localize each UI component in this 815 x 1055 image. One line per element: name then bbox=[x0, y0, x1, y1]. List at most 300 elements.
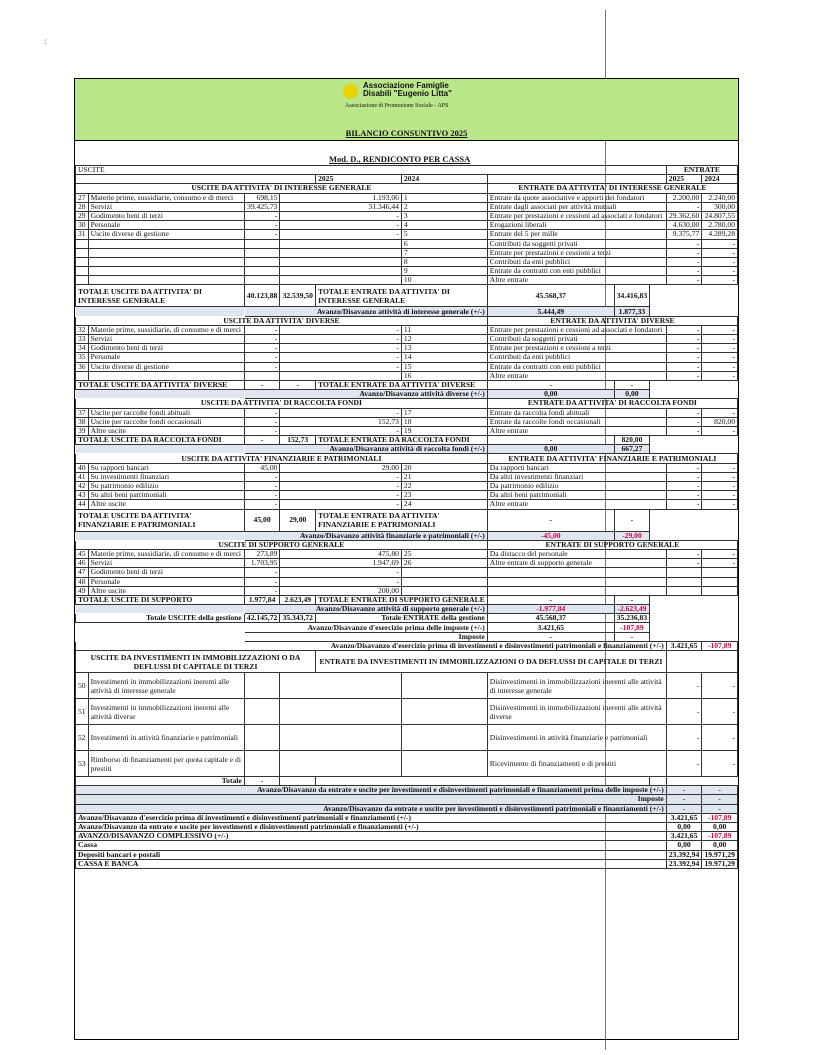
table-cell: - bbox=[666, 371, 702, 380]
table-cell: - bbox=[614, 595, 649, 604]
table-cell: 39 bbox=[76, 426, 89, 435]
table-row bbox=[76, 472, 738, 481]
table-cell bbox=[244, 257, 280, 266]
table-cell bbox=[401, 725, 487, 751]
table-cell bbox=[244, 673, 280, 699]
table-cell: - bbox=[702, 408, 738, 417]
table-cell: 32 bbox=[76, 325, 89, 334]
table-cell: 27 bbox=[76, 193, 89, 202]
table-row bbox=[76, 436, 738, 445]
table-row bbox=[76, 751, 738, 777]
table-cell: - bbox=[280, 472, 402, 481]
table-cell: - bbox=[702, 276, 738, 285]
table-row bbox=[76, 491, 738, 500]
table-cell: -45,00 bbox=[487, 531, 614, 540]
table-cell: Totale USCITE della gestione bbox=[76, 614, 245, 623]
table-cell: USCITE DA ATTIVITA' DIVERSE bbox=[76, 316, 488, 325]
table-row bbox=[76, 463, 738, 472]
table-cell: 45,00 bbox=[244, 463, 280, 472]
table-cell: Servizi bbox=[88, 202, 244, 211]
table-cell: 51 bbox=[76, 699, 89, 725]
table-cell: - bbox=[280, 491, 402, 500]
table-cell: ENTRATE DA ATTIVITA' DI INTERESSE GENERALE bbox=[487, 184, 737, 193]
table-cell: Avanzo/Disavanzo da entrate e uscite per investimenti e disinvestimenti patrimoniali e finanziamenti prima delle imposte (+/-) bbox=[76, 786, 667, 795]
table-cell: - bbox=[666, 500, 702, 509]
table-cell: - bbox=[666, 673, 702, 699]
table-cell: Altre entrate bbox=[487, 276, 666, 285]
table-cell: Avanzo/Disavanzo da entrate e uscite per investimenti e disinvestimenti patrimoniali e finanziamenti (+/-) bbox=[76, 822, 667, 831]
table-cell: - bbox=[666, 239, 702, 248]
table-row bbox=[76, 641, 738, 650]
table-cell: - bbox=[702, 257, 738, 266]
table-cell: USCITE DI SUPPORTO GENERALE bbox=[76, 540, 488, 549]
table-cell: Entrate del 5 per mille bbox=[487, 230, 666, 239]
table-cell: 49 bbox=[76, 586, 89, 595]
table-cell: - bbox=[614, 509, 649, 531]
table-cell: - bbox=[244, 586, 280, 595]
table-cell: 2.623,49 bbox=[280, 595, 316, 604]
table-cell: - bbox=[702, 804, 738, 813]
table-cell: 0,00 bbox=[487, 445, 614, 454]
table-cell: - bbox=[244, 500, 280, 509]
table-cell: 53 bbox=[76, 751, 89, 777]
table-cell bbox=[702, 568, 738, 577]
table-cell: - bbox=[666, 795, 702, 804]
table-cell: Su rapporti bancari bbox=[88, 463, 244, 472]
table-cell: - bbox=[244, 230, 280, 239]
spacer-cell bbox=[76, 445, 245, 454]
table-cell: 4.289,28 bbox=[702, 230, 738, 239]
table-cell: - bbox=[702, 472, 738, 481]
table-cell: TOTALE ENTRATE DA ATTIVITA' DI INTERESSE GENERALE bbox=[316, 285, 488, 307]
table-cell: -107,89 bbox=[702, 641, 738, 650]
table-cell: 9.375,77 bbox=[666, 230, 702, 239]
table-row bbox=[76, 380, 738, 389]
table-cell: 0,00 bbox=[487, 390, 614, 399]
table-cell: - bbox=[244, 577, 280, 586]
table-cell: - bbox=[702, 267, 738, 276]
table-cell bbox=[401, 586, 487, 595]
table-cell: ENTRATE bbox=[666, 166, 737, 175]
table-cell: - bbox=[280, 230, 402, 239]
table-cell: Su patrimonio edilizio bbox=[88, 482, 244, 491]
table-cell: - bbox=[702, 344, 738, 353]
table-cell bbox=[88, 248, 244, 257]
table-cell: 46 bbox=[76, 559, 89, 568]
table-cell: 1.703,95 bbox=[244, 559, 280, 568]
table-cell: - bbox=[666, 408, 702, 417]
table-cell: Su investimenti finanziari bbox=[88, 472, 244, 481]
table-cell: 4 bbox=[401, 221, 487, 230]
table-cell: 29,00 bbox=[280, 509, 316, 531]
table-row bbox=[76, 399, 738, 408]
table-cell: 2 bbox=[401, 202, 487, 211]
table-cell bbox=[280, 725, 402, 751]
table-cell: Avanzo/Disavanzo attività di interesse generale (+/-) bbox=[244, 307, 487, 316]
table-cell: - bbox=[702, 491, 738, 500]
table-cell: - bbox=[280, 500, 402, 509]
table-cell: 35.343,72 bbox=[280, 614, 316, 623]
table-cell: 3.421,65 bbox=[666, 832, 702, 841]
table-cell: ENTRATE DA ATTIVITA' DIVERSE bbox=[487, 316, 737, 325]
cash-report-grid bbox=[75, 165, 738, 869]
table-cell: 28 bbox=[76, 202, 89, 211]
table-cell bbox=[487, 577, 666, 586]
table-row bbox=[76, 632, 738, 641]
table-cell: 2024 bbox=[401, 175, 487, 184]
table-cell: - bbox=[244, 426, 280, 435]
table-cell bbox=[280, 267, 402, 276]
table-row bbox=[76, 725, 738, 751]
table-row bbox=[76, 166, 738, 175]
table-cell: - bbox=[244, 417, 280, 426]
table-cell: - bbox=[702, 463, 738, 472]
table-cell: -1.977,84 bbox=[487, 605, 614, 614]
table-cell: TOTALE ENTRATE DA RACCOLTA FONDI bbox=[316, 436, 488, 445]
table-cell bbox=[280, 777, 316, 786]
rendiconto-table bbox=[75, 165, 738, 869]
table-row bbox=[76, 307, 738, 316]
table-cell: 6 bbox=[401, 239, 487, 248]
table-cell: ENTRATE DA INVESTIMENTI IN IMMOBILIZZAZIONI O DA DEFLUSSI DI CAPITALE DI TERZI bbox=[316, 651, 667, 673]
table-cell: - bbox=[702, 353, 738, 362]
table-cell: TOTALE USCITE DA ATTIVITA' FINANZIARIE E PATRIMONIALI bbox=[76, 509, 245, 531]
table-cell: - bbox=[244, 335, 280, 344]
table-cell: - bbox=[666, 344, 702, 353]
table-cell: Contributi da enti pubblici bbox=[487, 257, 666, 266]
table-row bbox=[76, 559, 738, 568]
table-cell: 52 bbox=[76, 725, 89, 751]
table-cell: 2024 bbox=[702, 175, 738, 184]
table-cell: Godimento beni di terzi bbox=[88, 211, 244, 220]
table-cell: TOTALE USCITE DA RACCOLTA FONDI bbox=[76, 436, 245, 445]
table-cell bbox=[88, 276, 244, 285]
table-cell: 44 bbox=[76, 500, 89, 509]
table-cell: Avanzo/Disavanzo da entrate e uscite per investimenti e disinvestimenti patrimoniali e finanziamenti (+/-) bbox=[76, 804, 667, 813]
table-cell: - bbox=[280, 577, 402, 586]
organization-logo bbox=[343, 84, 358, 99]
table-row bbox=[76, 184, 738, 193]
table-cell: Da distacco del personale bbox=[487, 549, 666, 558]
table-row bbox=[76, 175, 738, 184]
table-cell: Materie prime, sussidiarie, di consumo e di merci bbox=[88, 325, 244, 334]
table-cell: - bbox=[702, 325, 738, 334]
table-cell: - bbox=[666, 549, 702, 558]
table-cell: - bbox=[666, 491, 702, 500]
table-row bbox=[76, 362, 738, 371]
table-cell bbox=[702, 577, 738, 586]
table-row bbox=[76, 390, 738, 399]
table-cell: 34 bbox=[76, 344, 89, 353]
table-cell: 22 bbox=[401, 482, 487, 491]
table-cell: 0,00 bbox=[702, 841, 738, 850]
table-cell: 37 bbox=[76, 408, 89, 417]
table-cell: - bbox=[280, 380, 316, 389]
table-cell: - bbox=[244, 353, 280, 362]
table-row bbox=[76, 568, 738, 577]
table-cell: Materie prime, sussidiarie, di consumo e di merci bbox=[88, 549, 244, 558]
table-cell: TOTALE ENTRATE DA ATTIVITA' FINANZIARIE E PATRIMONIALI bbox=[316, 509, 488, 531]
table-row bbox=[76, 786, 738, 795]
document-title: BILANCIO CONSUNTIVO 2025 bbox=[345, 128, 468, 138]
table-cell: Avanzo/Disavanzo d'esercizio prima di investimenti e disinvestimenti patrimoniali e finanziamenti (+/-) bbox=[76, 641, 667, 650]
table-cell: Ricevimento di finanziamenti e di prestiti bbox=[487, 751, 666, 777]
table-cell: TOTALE ENTRATE DI SUPPORTO GENERALE bbox=[316, 595, 488, 604]
table-cell: 45,00 bbox=[244, 509, 280, 531]
table-cell: TOTALE ENTRATE DA ATTIVITA' DIVERSE bbox=[316, 380, 488, 389]
table-cell: Entrate per prestazioni e cessioni ad associati e fondatori bbox=[487, 211, 666, 220]
table-cell bbox=[316, 777, 650, 786]
table-cell: - bbox=[702, 725, 738, 751]
table-cell: - bbox=[244, 568, 280, 577]
table-row bbox=[76, 841, 738, 850]
table-cell: 24 bbox=[401, 500, 487, 509]
table-cell: Entrate per prestazioni e cessioni ad associati e fondatori bbox=[487, 325, 666, 334]
table-cell: 16 bbox=[401, 371, 487, 380]
table-cell: -107,89 bbox=[614, 623, 649, 632]
table-cell bbox=[280, 257, 402, 266]
table-cell: 3.421,65 bbox=[666, 641, 702, 650]
table-cell bbox=[666, 568, 702, 577]
table-cell: 31.346,44 bbox=[280, 202, 402, 211]
table-cell: Entrate da raccolta fondi abituali bbox=[487, 408, 666, 417]
table-row bbox=[76, 371, 738, 380]
table-cell: ENTRATE DA ATTIVITA' FINANZIARIE E PATRIMONIALI bbox=[487, 454, 737, 463]
table-cell: - bbox=[666, 751, 702, 777]
table-row bbox=[76, 549, 738, 558]
table-row bbox=[76, 813, 738, 822]
table-row bbox=[76, 795, 738, 804]
table-cell: - bbox=[280, 335, 402, 344]
table-cell: 25 bbox=[401, 549, 487, 558]
table-cell: 8 bbox=[401, 257, 487, 266]
table-cell bbox=[666, 577, 702, 586]
table-cell: 47 bbox=[76, 568, 89, 577]
table-row bbox=[76, 482, 738, 491]
table-cell: USCITE DA INVESTIMENTI IN IMMOBILIZZAZIONI O DA DEFLUSSI DI CAPITALE DI TERZI bbox=[76, 651, 316, 673]
table-cell bbox=[666, 586, 702, 595]
table-cell: 9 bbox=[401, 267, 487, 276]
table-cell: Da rapporti bancari bbox=[487, 463, 666, 472]
table-row bbox=[76, 276, 738, 285]
table-cell: -29,00 bbox=[614, 531, 649, 540]
table-cell: Uscite per raccolte fondi abituali bbox=[88, 408, 244, 417]
table-row bbox=[76, 417, 738, 426]
table-cell: 300,00 bbox=[702, 202, 738, 211]
table-row bbox=[76, 344, 738, 353]
table-row bbox=[76, 673, 738, 699]
table-cell: - bbox=[702, 673, 738, 699]
table-cell: 475,80 bbox=[280, 549, 402, 558]
table-cell: - bbox=[702, 335, 738, 344]
table-cell: 2.240,00 bbox=[702, 193, 738, 202]
table-cell: 19.971,29 bbox=[702, 850, 738, 859]
table-cell: 26 bbox=[401, 559, 487, 568]
spacer-cell bbox=[76, 623, 245, 632]
table-cell: - bbox=[244, 491, 280, 500]
table-cell: 35 bbox=[76, 353, 89, 362]
table-cell: 200,00 bbox=[280, 586, 402, 595]
table-cell: 1.947,69 bbox=[280, 559, 402, 568]
table-cell: -2.623,49 bbox=[614, 605, 649, 614]
table-cell: 42.145,72 bbox=[244, 614, 280, 623]
table-cell: - bbox=[702, 371, 738, 380]
table-cell: Godimento beni di terzi bbox=[88, 568, 244, 577]
table-cell: Altre uscite bbox=[88, 500, 244, 509]
table-cell: 31 bbox=[76, 230, 89, 239]
table-cell: Da patrimonio edilizio bbox=[487, 482, 666, 491]
table-cell: 698,15 bbox=[244, 193, 280, 202]
table-cell: 39.425,73 bbox=[244, 202, 280, 211]
table-cell: Avanzo/Disavanzo d'esercizio prima delle imposte (+/-) bbox=[244, 623, 487, 632]
table-cell: 0,00 bbox=[666, 841, 702, 850]
table-row bbox=[76, 586, 738, 595]
table-cell: 152,73 bbox=[280, 417, 402, 426]
table-cell: - bbox=[280, 221, 402, 230]
table-cell: 19.971,29 bbox=[702, 859, 738, 868]
table-cell bbox=[76, 276, 89, 285]
table-row bbox=[76, 316, 738, 325]
table-row bbox=[76, 202, 738, 211]
table-cell bbox=[88, 371, 244, 380]
table-cell: 23 bbox=[401, 491, 487, 500]
table-cell: 11 bbox=[401, 325, 487, 334]
table-cell: Su altri beni patrimoniali bbox=[88, 491, 244, 500]
spacer-cell bbox=[76, 605, 245, 614]
table-cell bbox=[244, 371, 280, 380]
table-cell: USCITE bbox=[76, 166, 667, 175]
table-cell: 1.877,33 bbox=[614, 307, 649, 316]
table-cell: - bbox=[487, 509, 614, 531]
table-cell: USCITE DA ATTIVITA' DI INTERESSE GENERALE bbox=[76, 184, 488, 193]
spacer-cell bbox=[76, 390, 245, 399]
table-cell: Uscite diverse di gestione bbox=[88, 362, 244, 371]
table-cell: 667,27 bbox=[614, 445, 649, 454]
table-cell: - bbox=[244, 472, 280, 481]
table-cell: - bbox=[702, 426, 738, 435]
table-cell: - bbox=[280, 482, 402, 491]
table-cell bbox=[280, 248, 402, 257]
table-cell: - bbox=[666, 202, 702, 211]
table-cell: 41 bbox=[76, 472, 89, 481]
table-cell: 18 bbox=[401, 417, 487, 426]
table-cell: Entrate per prestazioni e cessioni a terzi bbox=[487, 248, 666, 257]
table-cell: - bbox=[666, 559, 702, 568]
table-cell: 13 bbox=[401, 344, 487, 353]
table-cell: 42 bbox=[76, 482, 89, 491]
table-cell: CASSA E BANCA bbox=[76, 859, 667, 868]
table-row bbox=[76, 623, 738, 632]
table-cell: - bbox=[280, 211, 402, 220]
table-row bbox=[76, 850, 738, 859]
table-cell: Uscite diverse di gestione bbox=[88, 230, 244, 239]
table-cell: 23.392,94 bbox=[666, 850, 702, 859]
table-cell: 29 bbox=[76, 211, 89, 220]
table-cell: - bbox=[280, 568, 402, 577]
document-sheet bbox=[74, 78, 739, 1040]
table-cell: - bbox=[244, 436, 280, 445]
table-cell: 0,00 bbox=[666, 822, 702, 831]
table-cell: - bbox=[244, 362, 280, 371]
table-cell: 152,73 bbox=[280, 436, 316, 445]
table-cell: - bbox=[487, 380, 614, 389]
table-row bbox=[76, 540, 738, 549]
table-cell: 820,00 bbox=[702, 417, 738, 426]
table-cell: 20 bbox=[401, 463, 487, 472]
table-cell: Uscite per raccolte fondi occasionali bbox=[88, 417, 244, 426]
table-cell: - bbox=[666, 463, 702, 472]
table-cell: AVANZO/DISAVANZO COMPLESSIVO (+/-) bbox=[76, 832, 667, 841]
table-cell: 14 bbox=[401, 353, 487, 362]
table-cell: TOTALE USCITE DI SUPPORTO bbox=[76, 595, 245, 604]
table-row bbox=[76, 445, 738, 454]
table-row bbox=[76, 239, 738, 248]
table-cell: 3.421,65 bbox=[487, 623, 614, 632]
table-cell bbox=[76, 175, 316, 184]
table-cell bbox=[487, 175, 666, 184]
table-cell: - bbox=[702, 795, 738, 804]
table-cell: - bbox=[666, 804, 702, 813]
spacer-cell bbox=[76, 531, 245, 540]
table-cell: - bbox=[702, 248, 738, 257]
table-cell: Altre uscite bbox=[88, 586, 244, 595]
table-cell: Contributi da enti pubblici bbox=[487, 353, 666, 362]
table-cell: - bbox=[666, 482, 702, 491]
table-cell bbox=[401, 577, 487, 586]
table-cell: - bbox=[666, 257, 702, 266]
table-row bbox=[76, 804, 738, 813]
table-cell: - bbox=[280, 344, 402, 353]
table-cell: -107,89 bbox=[702, 832, 738, 841]
table-cell: Totale ENTRATE della gestione bbox=[316, 614, 488, 623]
table-cell: 5.444,49 bbox=[487, 307, 614, 316]
table-cell bbox=[487, 568, 666, 577]
table-cell: 5 bbox=[401, 230, 487, 239]
table-cell: 1 bbox=[401, 193, 487, 202]
table-cell: 40.123,88 bbox=[244, 285, 280, 307]
table-cell: Materie prime, sussidiarie, consumo e di merci bbox=[88, 193, 244, 202]
table-cell: 45.568,37 bbox=[487, 614, 614, 623]
table-cell: Altre uscite bbox=[88, 426, 244, 435]
table-cell bbox=[244, 248, 280, 257]
table-cell bbox=[666, 651, 737, 673]
table-cell: 7 bbox=[401, 248, 487, 257]
table-cell: - bbox=[244, 344, 280, 353]
table-cell bbox=[401, 699, 487, 725]
table-row bbox=[76, 353, 738, 362]
table-row bbox=[76, 605, 738, 614]
table-cell bbox=[280, 276, 402, 285]
table-cell: TOTALE USCITE DA ATTIVITA' DI INTERESSE GENERALE bbox=[76, 285, 245, 307]
table-cell: Rimborso di finanziamenti per quota capitale e di prestiti bbox=[88, 751, 244, 777]
table-cell: Da altri beni patrimoniali bbox=[487, 491, 666, 500]
table-cell bbox=[88, 267, 244, 276]
table-cell: 33 bbox=[76, 335, 89, 344]
table-cell: 50 bbox=[76, 673, 89, 699]
table-cell: - bbox=[280, 353, 402, 362]
spacer-cell bbox=[76, 307, 245, 316]
table-row bbox=[76, 500, 738, 509]
table-row bbox=[76, 454, 738, 463]
table-cell: 3.421,65 bbox=[666, 813, 702, 822]
table-cell: - bbox=[666, 362, 702, 371]
table-cell: - bbox=[614, 380, 649, 389]
table-cell: 40 bbox=[76, 463, 89, 472]
table-cell: - bbox=[280, 426, 402, 435]
table-cell: - bbox=[244, 380, 280, 389]
table-cell: 32.539,50 bbox=[280, 285, 316, 307]
table-cell: Contributi da soggetti privati bbox=[487, 239, 666, 248]
